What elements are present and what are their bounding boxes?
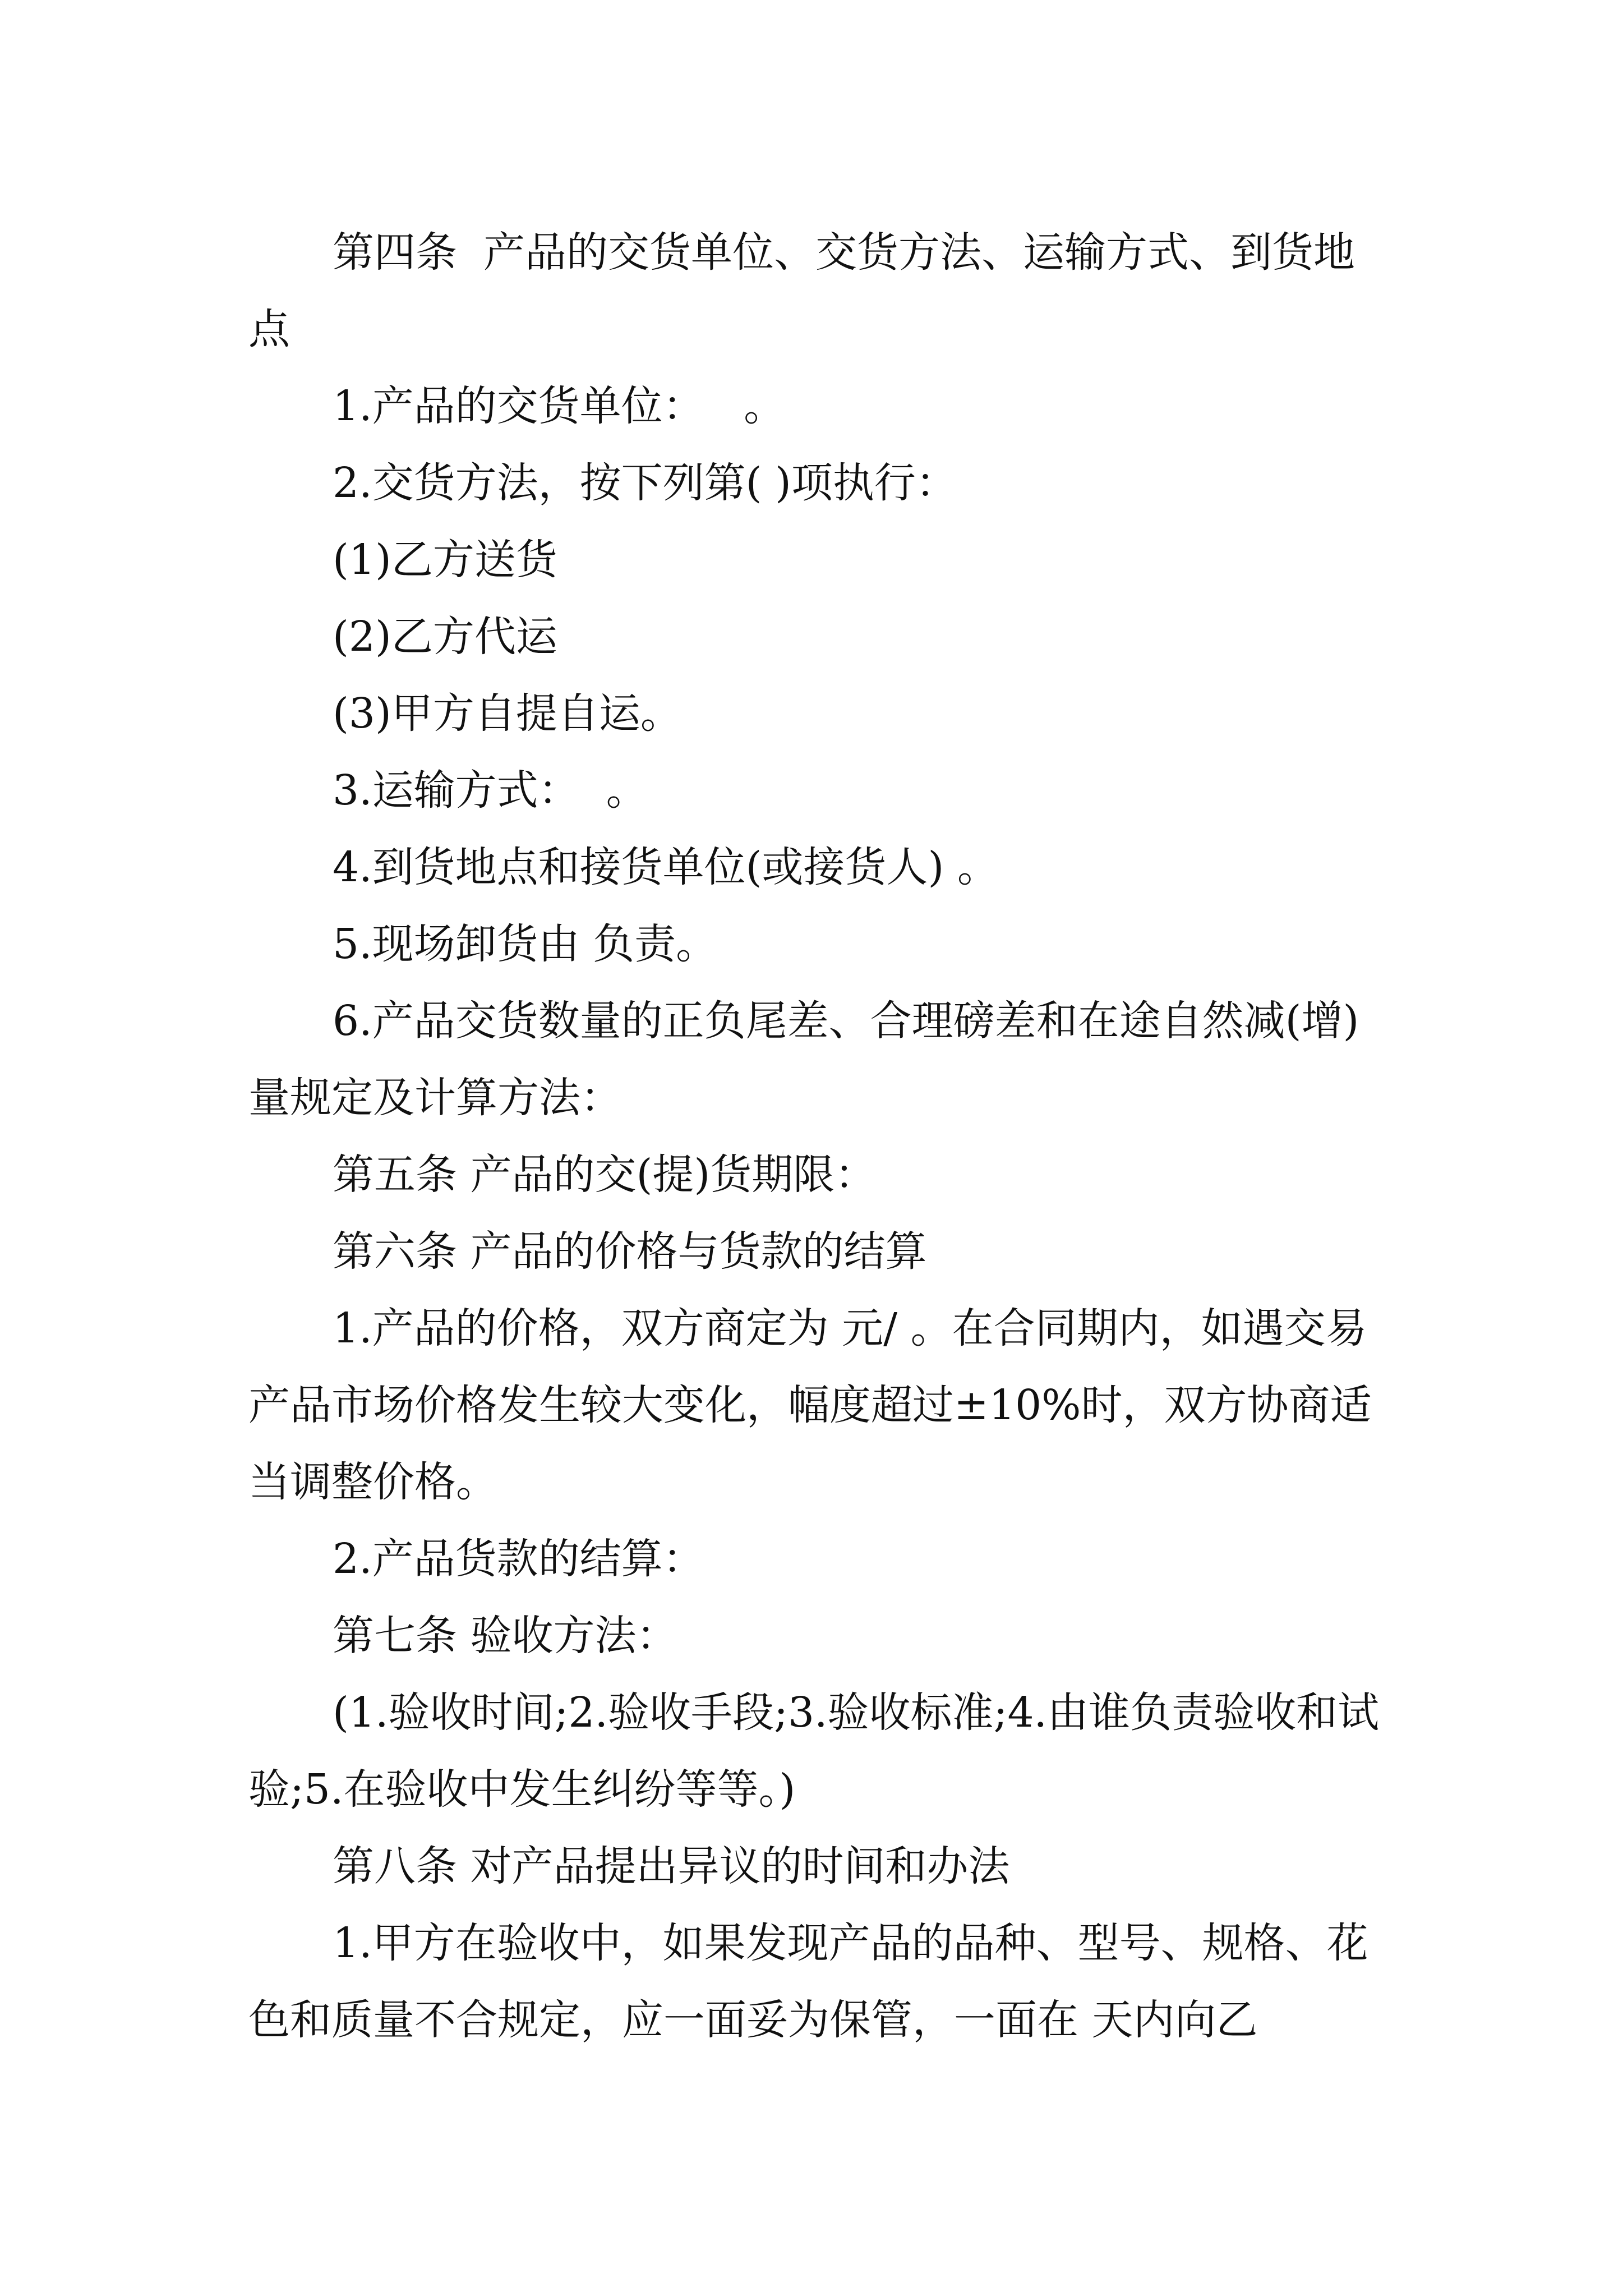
quantity-tolerance-item: 6.产品交货数量的正负尾差、合理磅差和在途自然减(增)量规定及计算方法： [248, 997, 1359, 1122]
delivery-option-3: (3)甲方自提自运。 [333, 689, 682, 738]
destination-item: 4.到货地点和接货单位(或接货人) 。 [333, 843, 999, 891]
delivery-unit-item: 1.产品的交货单位： 。 [333, 382, 786, 430]
delivery-option-2: (2)乙方代运 [333, 613, 557, 661]
objection-item-1: 1.甲方在验收中，如果发现产品的品种、型号、规格、花色和质量不合规定，应一面妥为保管，一面在 天内向乙 [248, 1919, 1368, 2044]
transport-method-item: 3.运输方式： 。 [333, 766, 648, 815]
settlement-item: 2.产品货款的结算： [333, 1535, 704, 1583]
article-4-heading: 第四条 产品的交货单位、交货方法、运输方式、到货地点 [248, 228, 1355, 353]
unloading-item: 5.现场卸货由 负责。 [333, 920, 718, 968]
delivery-method-item: 2.交货方法，按下列第( )项执行： [333, 459, 957, 507]
article-5-heading: 第五条 产品的交(提)货期限： [333, 1151, 877, 1199]
price-item: 1.产品的价格，双方商定为 元/ 。在合同期内，如遇交易产品市场价格发生较大变化，幅度超过±10%时，双方协商适当调整价格。 [248, 1304, 1372, 1506]
article-7-heading: 第七条 验收方法： [333, 1612, 678, 1660]
document-body [248, 214, 1381, 2059]
inspection-note: (1.验收时间;2.验收手段;3.验收标准;4.由谁负责验收和试验;5.在验收中发生纠纷等等。) [248, 1688, 1380, 1814]
article-6-heading: 第六条 产品的价格与货款的结算 [333, 1227, 927, 1276]
delivery-option-1: (1)乙方送货 [333, 536, 557, 584]
article-8-heading: 第八条 对产品提出异议的时间和办法 [333, 1842, 1010, 1890]
